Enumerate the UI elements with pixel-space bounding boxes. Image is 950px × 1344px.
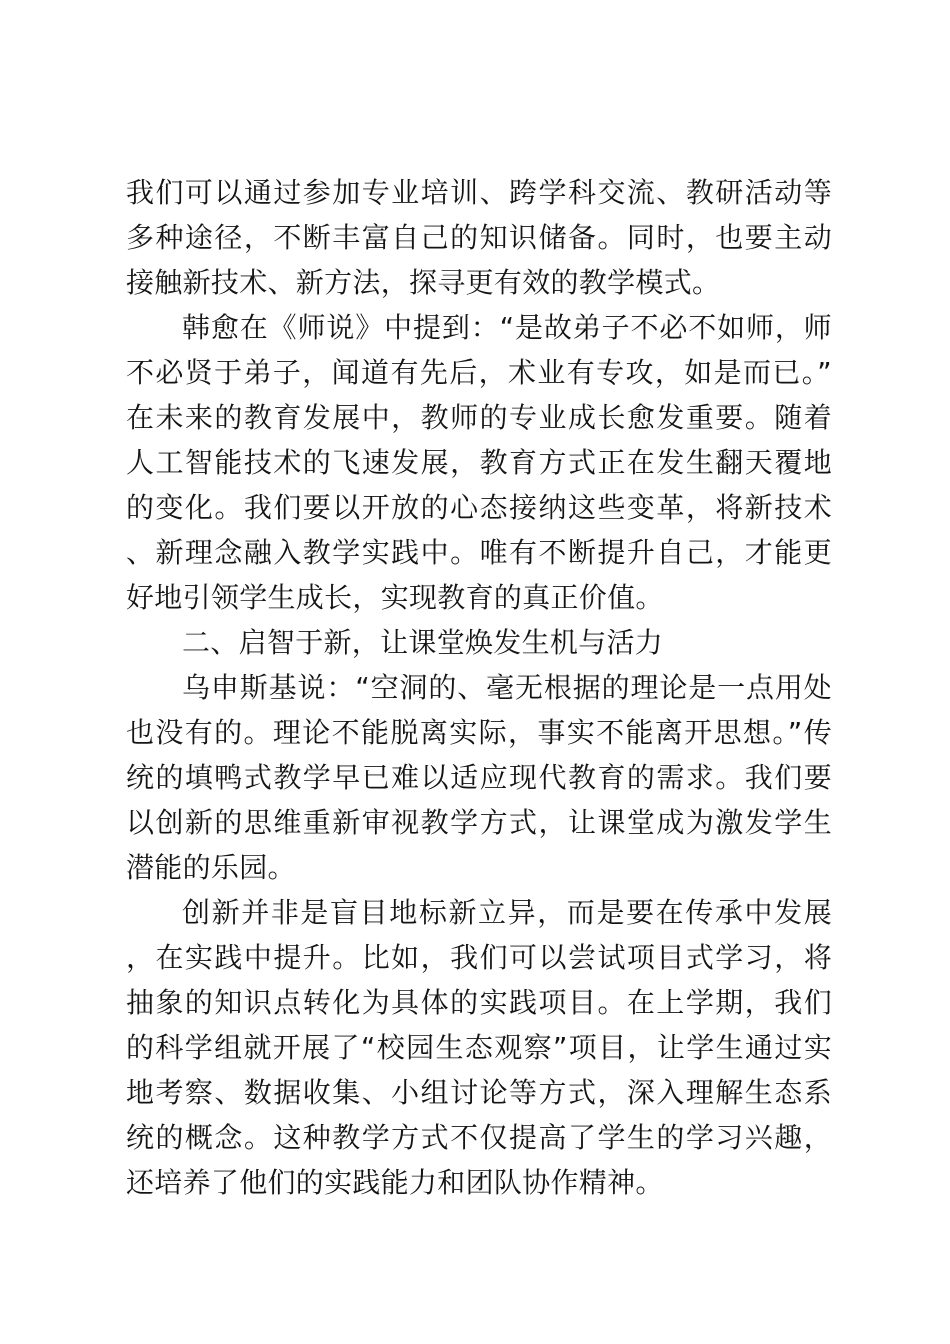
paragraph-ushinsky-quote: 乌申斯基说：“空洞的、毫无根据的理论是一点用处也没有的。理论不能脱离实际，事实不能离开思想。”传统的填鸭式教学早已难以适应现代教育的需求。我们要以创新的思维重新审视教学方式，让课堂成为激发学生潜能的乐园。 [126,671,832,884]
document-page [126,170,832,1205]
section-heading: 二、启智于新，让课堂焕发生机与活力 [182,626,664,659]
paragraph-innovation: 创新并非是盲目地标新立异，而是要在传承中发展，在实践中提升。比如，我们可以尝试项目式学习，将抽象的知识点转化为具体的实践项目。在上学期，我们的科学组就开展了“校园生态观察”项目，让学生通过实地考察、数据收集、小组讨论等方式，深入理解生态系统的概念。这种教学方式不仅提高了学生的学习兴趣，还培养了他们的实践能力和团队协作精神。 [126,896,832,1199]
paragraph-han-yu-quote: 韩愈在《师说》中提到：“是故弟子不必不如师，师不必贤于弟子，闻道有先后，术业有专攻，如是而已。”在未来的教育发展中，教师的专业成长愈发重要。随着人工智能技术的飞速发展，教育方式正在发生翻天覆地的变化。我们要以开放的心态接纳这些变革，将新技术、新理念融入教学实践中。唯有不断提升自己，才能更好地引领学生成长，实现教育的真正价值。 [126,311,832,614]
paragraph-continuation: 我们可以通过参加专业培训、跨学科交流、教研活动等多种途径，不断丰富自己的知识储备。同时，也要主动接触新技术、新方法，探寻更有效的教学模式。 [126,176,832,299]
